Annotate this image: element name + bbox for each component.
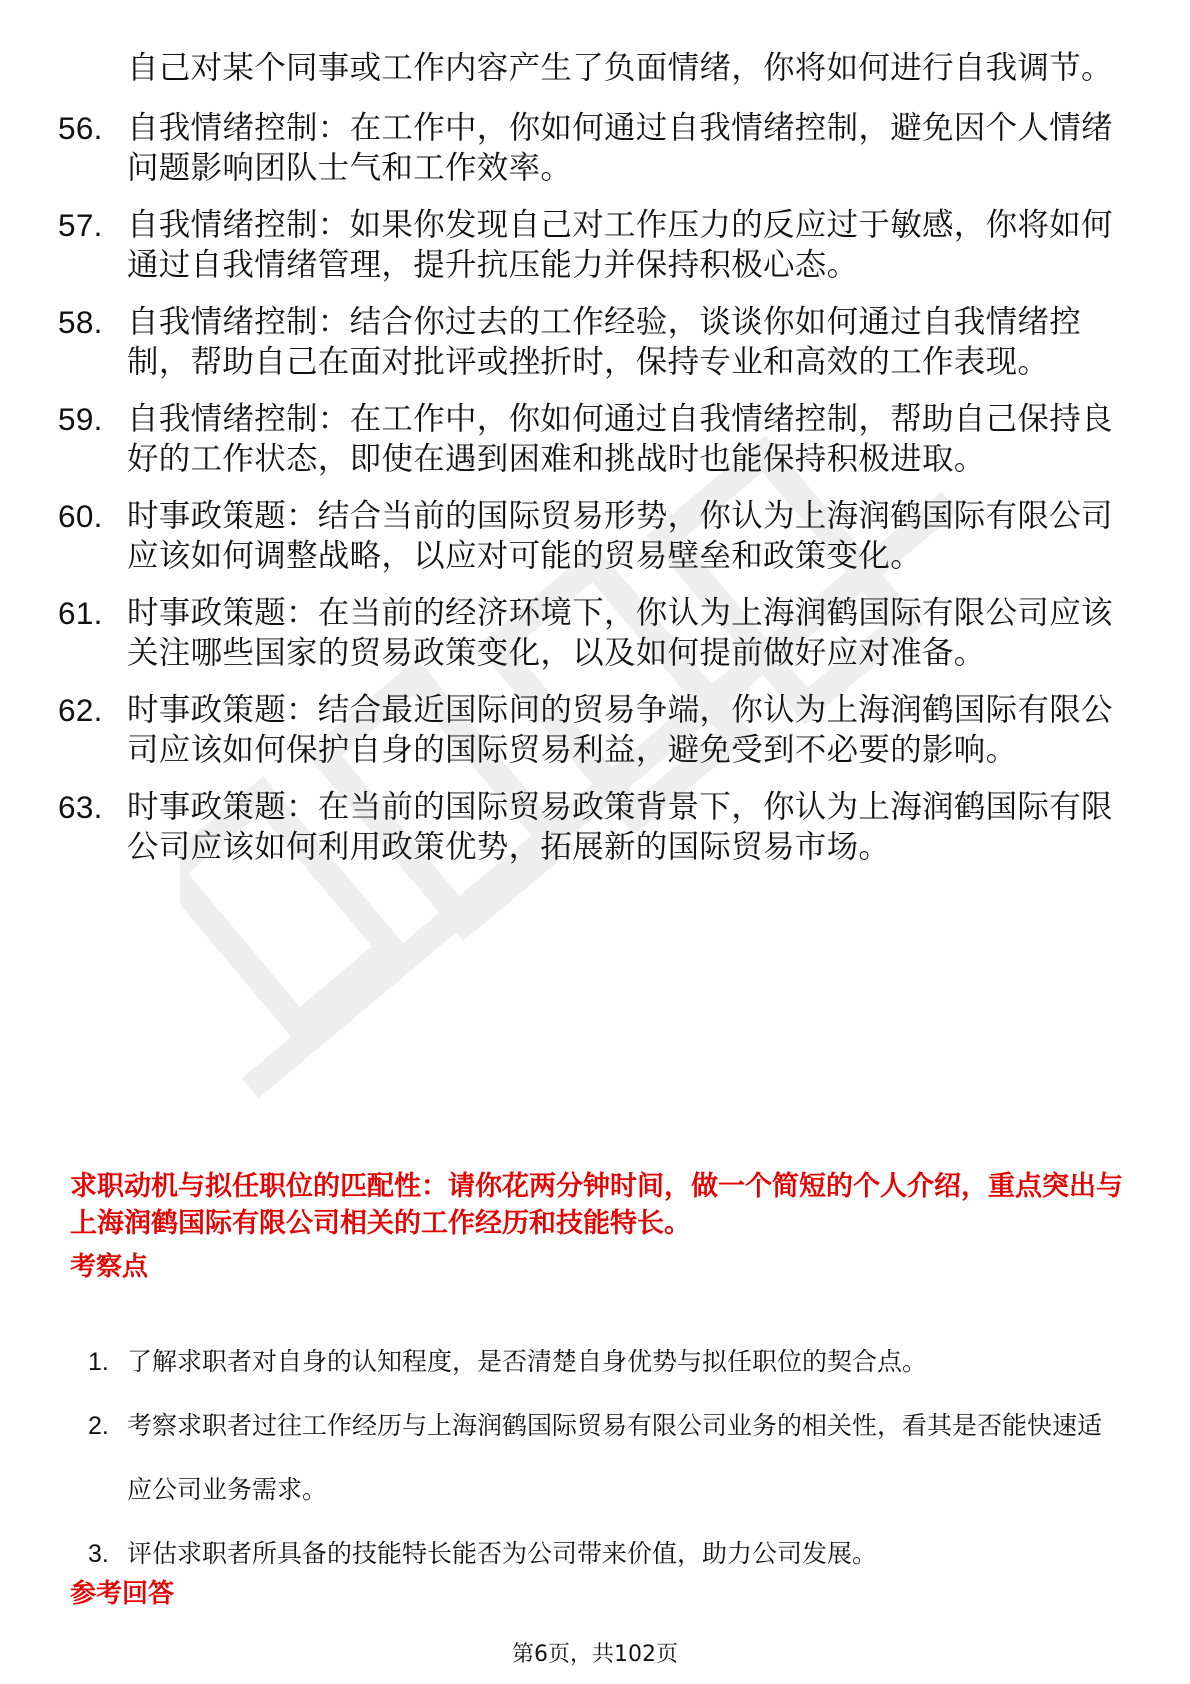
question-number: 59. — [58, 401, 103, 437]
question-number: 60. — [58, 498, 103, 534]
question-text: 时事政策题：在当前的经济环境下，你认为上海润鹤国际有限公司应该关注哪些国家的贸易政策变化，以及如何提前做好应对准备。 — [127, 595, 1113, 671]
question-text: 自我情绪控制：如果你发现自己对工作压力的反应过于敏感，你将如何通过自我情绪管理，提升抗压能力并保持积极心态。 — [127, 207, 1113, 283]
question-item — [0, 690, 1115, 770]
question-text: 自我情绪控制：结合你过去的工作经验，谈谈你如何通过自我情绪控制，帮助自己在面对批评或挫折时，保持专业和高效的工作表现。 — [127, 304, 1082, 380]
check-point-text: 考察求职者过往工作经历与上海润鹤国际贸易有限公司业务的相关性，看其是否能快速适应公司业务需求。 — [127, 1411, 1103, 1504]
check-point-item — [0, 1394, 1117, 1522]
question-list — [0, 48, 1190, 884]
reference-answer-label: 参考回答 — [70, 1579, 175, 1609]
check-point-text: 评估求职者所具备的技能特长能否为公司带来价值，助力公司发展。 — [127, 1539, 878, 1568]
check-points-label: 考察点 — [70, 1252, 149, 1282]
question-number: 57. — [58, 207, 103, 243]
question-number: 61. — [58, 595, 103, 631]
check-point-number: 3. — [88, 1540, 109, 1568]
question-item — [0, 302, 1115, 382]
check-point-number: 2. — [88, 1412, 109, 1440]
check-point-text: 了解求职者对自身的认知程度，是否清楚自身优势与拟任职位的契合点。 — [127, 1347, 928, 1376]
question-item — [0, 496, 1115, 576]
question-item — [0, 108, 1115, 188]
question-item — [0, 593, 1115, 673]
question-number: 63. — [58, 789, 103, 825]
question-text: 时事政策题：结合当前的国际贸易形势，你认为上海润鹤国际有限公司应该如何调整战略，以应对可能的贸易壁垒和政策变化。 — [127, 498, 1113, 574]
question-text: 自我情绪控制：在工作中，你如何通过自我情绪控制，帮助自己保持良好的工作状态，即使在遇到困难和挑战时也能保持积极进取。 — [127, 401, 1113, 477]
question-text: 时事政策题：结合最近国际间的贸易争端，你认为上海润鹤国际有限公司应该如何保护自身的国际贸易利益，避免受到不必要的影响。 — [127, 692, 1113, 768]
page-footer: 第6页，共102页 — [512, 1642, 678, 1667]
question-text: 自我情绪控制：在工作中，你如何通过自我情绪控制，避免因个人情绪问题影响团队士气和工作效率。 — [127, 110, 1113, 186]
question-number: 58. — [58, 304, 103, 340]
check-point-item — [0, 1330, 1117, 1394]
section-title: 求职动机与拟任职位的匹配性：请你花两分钟时间，做一个简短的个人介绍，重点突出与上海润鹤国际有限公司相关的工作经历和技能特长。 — [70, 1171, 1123, 1239]
question-item — [0, 399, 1115, 479]
question-item — [0, 48, 1115, 88]
check-points-list — [0, 1330, 1190, 1586]
check-point-number: 1. — [88, 1348, 109, 1376]
question-item — [0, 787, 1115, 867]
question-number: 56. — [58, 110, 103, 146]
question-text: 自己对某个同事或工作内容产生了负面情绪，你将如何进行自我调节。 — [127, 50, 1113, 86]
question-text: 时事政策题：在当前的国际贸易政策背景下，你认为上海润鹤国际有限公司应该如何利用政策优势，拓展新的国际贸易市场。 — [127, 789, 1113, 865]
question-item — [0, 205, 1115, 285]
question-number: 62. — [58, 692, 103, 728]
